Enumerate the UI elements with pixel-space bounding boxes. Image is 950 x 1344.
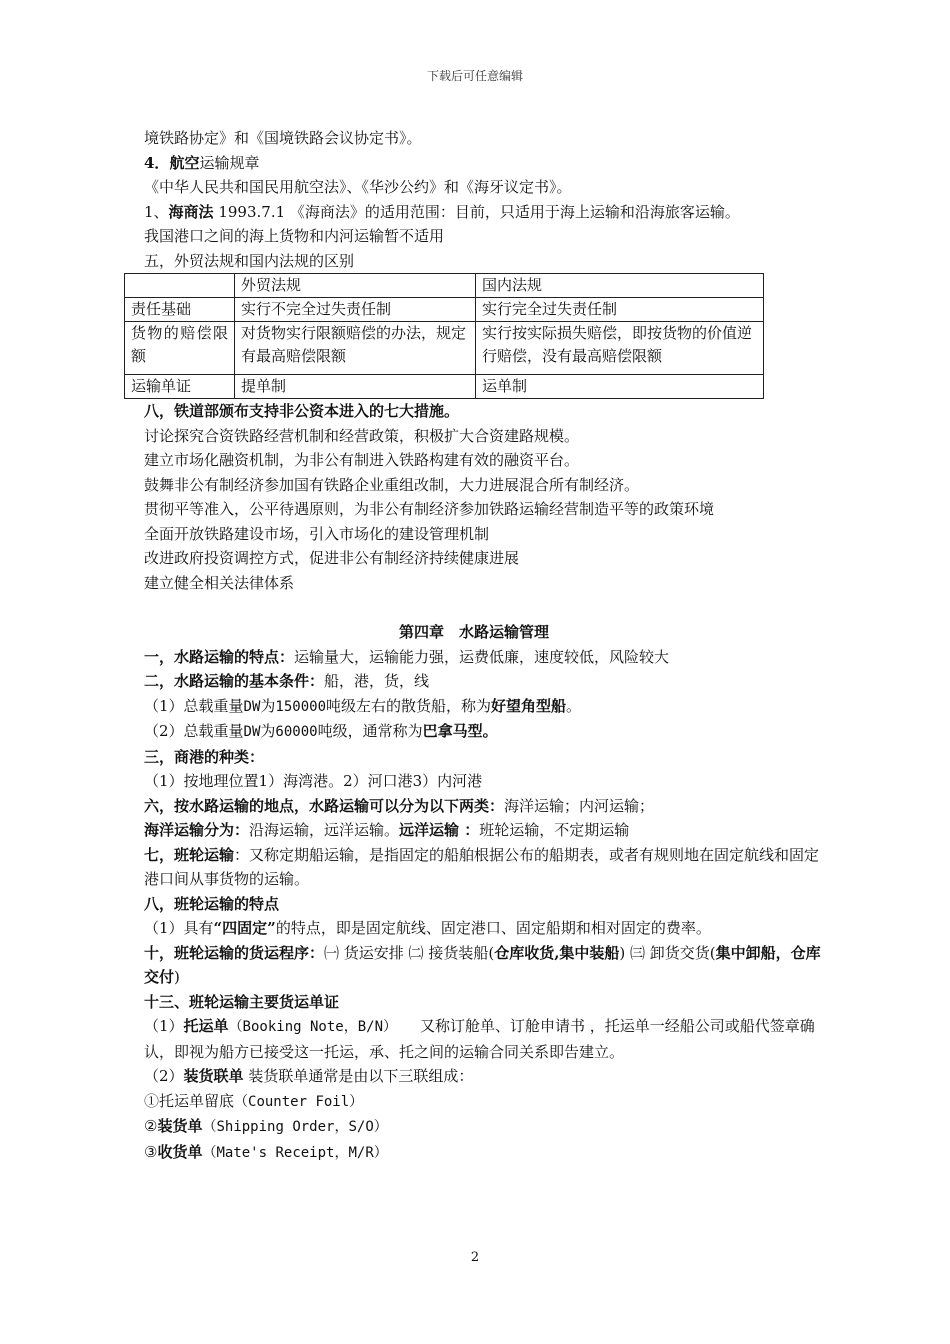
paragraph [144, 941, 824, 990]
table-row [125, 298, 764, 322]
paragraph-text: （1）总载重量 [144, 696, 244, 715]
heading-bold: 远洋运输 ： [399, 821, 480, 839]
paragraph-text: 运输量大，运输能力强，运费低廉，速度较低，风险较大 [294, 647, 670, 666]
table-cell: 实行按实际损失赔偿，即按货物的价值逆行赔偿，没有最高赔偿限额 [476, 322, 764, 375]
table-cell: 货物的赔偿限额 [125, 322, 235, 375]
section-heading: 八，班轮运输的特点 [144, 894, 280, 913]
paragraph: （1）按地理位置1）海湾港。2）河口港3）内河港 [144, 772, 483, 790]
mono-text: 60000 [275, 724, 318, 740]
paragraph-text: 班轮运输，不定期运输 [479, 821, 630, 839]
heading-bold: 一，水路运输的特点： [144, 647, 295, 666]
air-title-rest: 运输规章 [199, 153, 260, 172]
heading-bold: 十，班轮运输的货运程序： [144, 943, 325, 962]
paragraph-text: 海洋运输；内河运输； [504, 796, 655, 815]
paragraph-text: （2）总载重量 [144, 722, 244, 740]
paragraph-text: ② [144, 1117, 158, 1135]
paragraph [144, 669, 824, 694]
table-cell: 实行不完全过失责任制 [235, 298, 476, 322]
list-item: 贯彻平等准入，公平待遇原则，为非公有制经济参加铁路运输经营制造平等的政策环境 [144, 500, 715, 518]
table-header-row [125, 274, 764, 298]
bold-text: 巴拿马型。 [422, 722, 498, 740]
mono-text: DW [243, 724, 261, 740]
air-text: 《中华人民共和国民用航空法》、《华沙公约》和《海牙议定书》。 [144, 178, 572, 196]
paragraph-text: 沿海运输，远洋运输。 [249, 821, 400, 839]
table-cell: 责任基础 [125, 298, 235, 322]
list-item: 讨论探究合资铁路经营机制和经营政策，积极扩大合资建路规模。 [144, 426, 580, 445]
list-item: 全面开放铁路建设市场，引入市场化的建设管理机制 [144, 524, 490, 543]
bold-text: 装货联单 [183, 1067, 244, 1085]
paragraph-text: ①托运单留底 [144, 1091, 235, 1110]
bold-text: 收货单 [157, 1142, 203, 1161]
paragraph-text: 。 [566, 696, 582, 715]
table-cell: 对货物实行限额赔偿的办法，规定有最高赔偿限额 [235, 322, 476, 375]
air-heading [144, 151, 824, 176]
paragraph-text: ③ [144, 1142, 158, 1161]
paragraph-text: 船，港，货，线 [324, 672, 430, 690]
bold-text: 集中卸船，仓库交付 [144, 943, 821, 986]
mono-text: （Shipping Order，S/O） [202, 1119, 388, 1135]
list-item: 建立健全相关法律体系 [144, 573, 295, 592]
paragraph-text: （1）具有 [144, 919, 214, 937]
mono-text: 150000 [275, 698, 326, 715]
table-header-cell: 国内法规 [476, 274, 764, 298]
chapter-title: 第四章 水路运输管理 [398, 623, 549, 641]
table-cell: 运单制 [476, 375, 764, 399]
bold-text: “四固定” [213, 919, 276, 937]
paragraph [144, 1114, 824, 1140]
paragraph-text: （2） [144, 1067, 184, 1085]
section-heading: 三，商港的种类： [144, 747, 265, 766]
page-header: 下载后可任意编辑 [426, 69, 523, 83]
paragraph-text: ：又称定期船运输，是指固定的船舶根据公布的船期表，或者有规则地在固定航线和固定港口间从事货物的运输。 [144, 845, 820, 888]
bold-text: 托运单 [183, 1017, 229, 1035]
paragraph [144, 645, 824, 670]
paragraph-text: ㈠ 货运安排 ㈡ 接货装船( [324, 943, 495, 962]
section5-title: 五，外贸法规和国内法规的区别 [144, 251, 355, 270]
maritime-line [144, 200, 824, 225]
table-row [125, 375, 764, 399]
mono-text: （Counter Foil） [234, 1093, 364, 1110]
heading-bold: 六，按水路运输的地点，水路运输可以分为以下两类： [144, 796, 505, 815]
air-title-bold: 航空 [169, 153, 200, 172]
paragraph [144, 1064, 824, 1089]
paragraph [144, 818, 824, 843]
section-heading: 十三、班轮运输主要货运单证 [144, 992, 340, 1011]
table-cell: 运输单证 [125, 375, 235, 399]
list-item: 建立市场化融资机制，为非公有制进入铁路构建有效的融资平台。 [144, 451, 580, 469]
paragraph-text: 又称订舱单、订舱申请书 ，托运单一经船公司或船代签章确认，即视为船方已接受这一托运，承、托之间的运输合同关系即告建立。 [144, 1017, 815, 1061]
table-header-cell [125, 274, 235, 298]
maritime-text2: 我国港口之间的海上货物和内河运输暂不适用 [144, 227, 445, 245]
paragraph [144, 719, 824, 745]
table-cell: 实行完全过失责任制 [476, 298, 764, 322]
intro-line: 境铁路协定》和《国境铁路会议协定书》。 [144, 129, 422, 147]
mono-text: DW [243, 698, 261, 715]
paragraph-text: （1） [144, 1017, 184, 1035]
section8-title: 八，铁道部颁布支持非公资本进入的七大措施。 [144, 402, 460, 420]
paragraph-text: 为 [260, 722, 276, 740]
list-item: 改进政府投资调控方式，促进非公有制经济持续健康进展 [144, 549, 520, 567]
paragraph-text: 吨级左右的散货船，称为 [326, 696, 492, 715]
law-comparison-table [124, 273, 764, 399]
paragraph [144, 916, 824, 941]
paragraph-text: 为 [260, 696, 276, 715]
paragraph [144, 843, 824, 892]
bold-text: 仓库收货,集中装船 [494, 943, 620, 962]
bold-text: 好望角型船 [491, 696, 567, 715]
table-header-cell: 外贸法规 [235, 274, 476, 298]
maritime-title: 海商法 [168, 202, 214, 221]
paragraph [144, 1014, 824, 1064]
table-row [125, 322, 764, 375]
paragraph [144, 1140, 824, 1166]
paragraph [144, 794, 824, 819]
paragraph-text: 的特点，即是固定航线、固定港口、固定船期和相对固定的费率。 [275, 919, 711, 937]
heading-bold: 二，水路运输的基本条件： [144, 672, 325, 690]
page-number: 2 [470, 1250, 480, 1265]
mono-text: （Mate's Receipt，M/R） [202, 1144, 388, 1161]
mono-text: （Booking Note，B/N） [228, 1019, 390, 1035]
paragraph-text: ) ㈢ 卸货交货( [619, 943, 716, 962]
bold-text: 装货单 [157, 1117, 203, 1135]
heading-bold: 七，班轮运输 [144, 845, 235, 864]
paragraph [144, 1089, 824, 1115]
heading-bold: 海洋运输分为： [144, 821, 250, 839]
table-cell: 提单制 [235, 375, 476, 399]
paragraph-text: 吨级，通常称为 [317, 722, 423, 740]
list-item: 鼓舞非公有制经济参加国有铁路企业重组改制，大力进展混合所有制经济。 [144, 475, 640, 494]
document-body [131, 126, 824, 1165]
paragraph [144, 694, 824, 720]
paragraph-text: 装货联单通常是由以下三联组成： [243, 1067, 474, 1085]
paragraph-text: ) [174, 968, 180, 986]
maritime-text1: 1993.7.1 《海商法》的适用范围：目前，只适用于海上运输和沿海旅客运输。 [213, 202, 740, 221]
maritime-num: 1、 [144, 202, 169, 221]
air-num: 4． [144, 153, 170, 172]
